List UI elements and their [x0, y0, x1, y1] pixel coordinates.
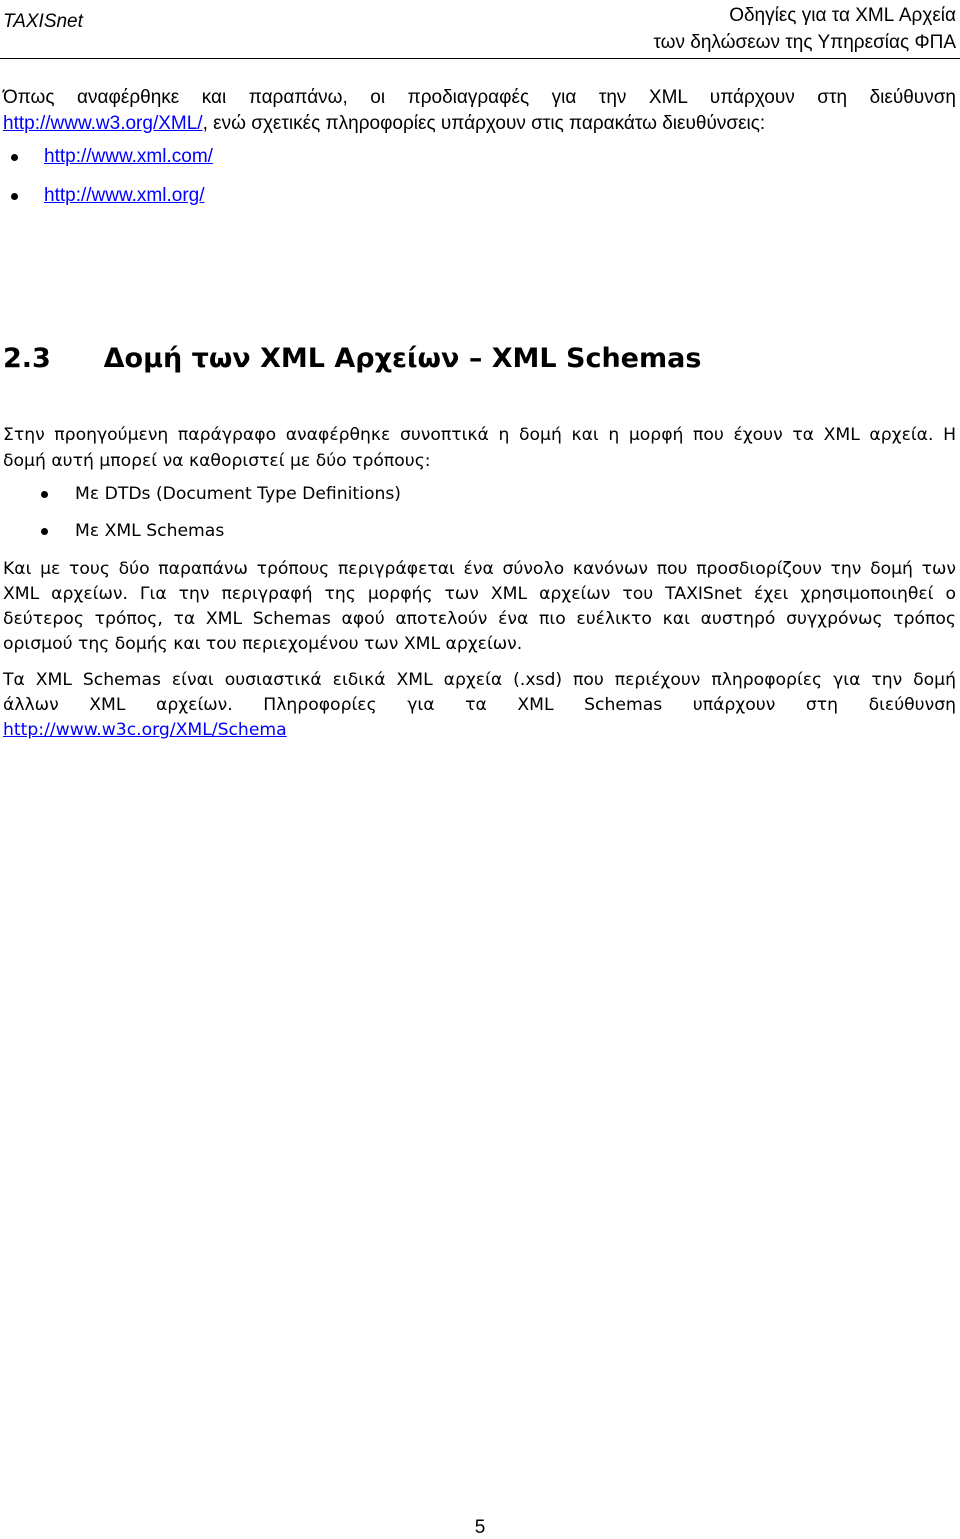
- section-title: Δομή των XML Αρχείων – XML Schemas: [103, 343, 702, 374]
- w3c-schema-link[interactable]: http://www.w3c.org/XML/Schema: [3, 720, 287, 740]
- section-bullet-2: [3, 521, 224, 541]
- page-number: 5: [474, 1517, 486, 1538]
- p3-line3: [3, 718, 956, 743]
- section-bullet-1: [3, 484, 401, 504]
- p2-line2: XML αρχείων. Για την περιγραφή της μορφής των XML αρχείων του TAXISnet έχει χρησιμοποιηθεί ο: [3, 584, 956, 604]
- p1-line2: δομή αυτή μπορεί να καθοριστεί με δύο τρόπους:: [3, 451, 431, 471]
- intro-line1: Όπως αναφέρθηκε και παραπάνω, οι προδιαγραφές για την XML υπάρχουν στη διεύθυνση: [3, 87, 956, 108]
- bullet-icon: [41, 491, 48, 498]
- p3-line2: άλλων XML αρχείων. Πληροφορίες για τα XML Schemas υπάρχουν στη διεύθυνση: [3, 695, 956, 715]
- p2-line4: ορισμού της δομής και του περιεχομένου των XML αρχείων.: [3, 634, 523, 654]
- section-bullet-text: Με XML Schemas: [75, 521, 225, 541]
- intro-bullet-1: [3, 146, 213, 168]
- section-bullet-text: Με DTDs (Document Type Definitions): [75, 484, 402, 504]
- section-heading: [3, 343, 701, 374]
- section-number: 2.3: [3, 343, 51, 374]
- header-title-line1: Οδηγίες για τα XML Αρχεία: [729, 5, 956, 26]
- p1-line1: Στην προηγούμενη παράγραφο αναφέρθηκε συνοπτικά η δομή και η μορφή που έχουν τα XML αρχεία. Η: [3, 425, 956, 445]
- p2-line3: δεύτερος τρόπος, τα XML Schemas αφού αποτελούν ένα πιο ευέλικτο και αυστηρό συγχρόνως τρόπος: [3, 609, 956, 629]
- p2-line1: Και με τους δύο παραπάνω τρόπους περιγράφεται ένα σύνολο κανόνων που προσδιορίζουν την δομή των: [3, 559, 956, 579]
- bullet-icon: [11, 193, 18, 200]
- intro-line2: http://www.w3.org/XML/, ενώ σχετικές πληροφορίες υπάρχουν στις παρακάτω διευθύνσεις:: [3, 113, 766, 134]
- header-title: [653, 2, 956, 56]
- bullet-icon: [11, 154, 18, 161]
- p3-line1: Τα XML Schemas είναι ουσιαστικά ειδικά XML αρχεία (.xsd) που περιέχουν πληροφορίες για την δομή: [3, 670, 956, 690]
- header-title-line2: των δηλώσεων της Υπηρεσίας ΦΠΑ: [653, 32, 956, 53]
- xml-com-link[interactable]: http://www.xml.com/: [44, 146, 213, 167]
- header-brand: TAXISnet: [3, 11, 83, 32]
- page-header: [0, 0, 960, 59]
- w3-xml-link[interactable]: http://www.w3.org/XML/: [3, 113, 203, 134]
- bullet-icon: [41, 528, 48, 535]
- section-paragraph-3: [3, 668, 956, 743]
- intro-bullet-2: [3, 185, 205, 207]
- section-paragraph-2: [3, 557, 956, 657]
- section-paragraph-1: [3, 422, 956, 474]
- xml-org-link[interactable]: http://www.xml.org/: [44, 185, 205, 206]
- intro-paragraph: [3, 85, 956, 137]
